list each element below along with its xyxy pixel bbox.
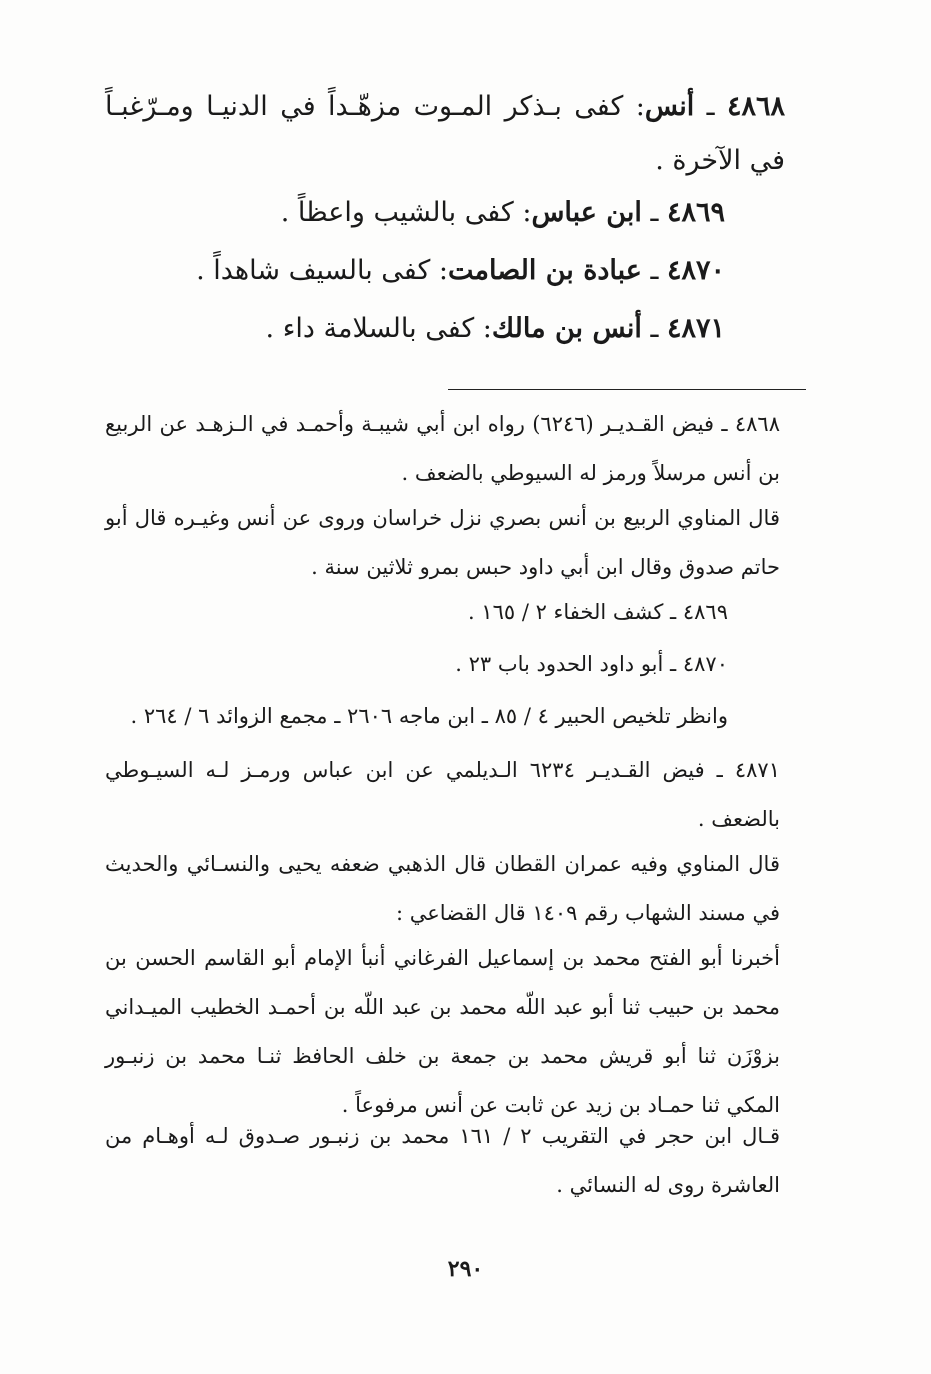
hadith-entry-4868: ٤٨٦٨ ـ أنس: كفى بـذكر المـوت مزهّـداً في الدنيـا ومـرّغبـاً في الآخرة . bbox=[105, 91, 785, 176]
hadith-entry-4871: ٤٨٧١ ـ أنس بن مالك: كفى بالسلامة داء . bbox=[265, 313, 725, 344]
page-number: ٢٩٠ bbox=[447, 1256, 484, 1282]
entry-narrator: أنس bbox=[644, 91, 695, 122]
footnote-munawi-imran: قال المناوي وفيه عمران القطان قال الذهبي ضعفه يحيى والنسـائي والحديث في مسند الشهاب رقم ١٤٠٩ قال القضاعي : bbox=[105, 852, 780, 925]
footnote-talkhis: وانظر تلخيص الحبير ٤ / ٨٥ ـ ابن ماجه ٢٦٠٦ ـ مجمع الزوائد ٦ / ٢٦٤ . bbox=[130, 704, 728, 728]
footnote-munawi-rabi: قال المناوي الربيع بن أنس بصري نزل خراسان وروى عن أنس وغيـره قال أبو حاتم صدوق وقال ابن أبي داود حبس بمرو ثلاثين سنة . bbox=[105, 506, 780, 579]
entry-narrator: عبادة بن الصامت bbox=[448, 255, 642, 286]
entry-number: ٤٨٧٠ bbox=[666, 255, 725, 286]
footnote-ibn-hajar: قـال ابن حجر في التقريب ٢ / ١٦١ محمد بن زنبـور صـدوق لـه أوهـام من العاشرة روى له النسائي . bbox=[105, 1124, 780, 1197]
hadith-entry-4870: ٤٨٧٠ ـ عبادة بن الصامت: كفى بالسيف شاهداً . bbox=[196, 255, 725, 286]
entry-text: كفى بـذكر المـوت مزهّـداً في الدنيـا ومـرّغبـاً في الآخرة . bbox=[105, 91, 785, 176]
entry-number: ٤٨٧١ bbox=[666, 313, 725, 344]
footnote-4870: ٤٨٧٠ ـ أبو داود الحدود باب ٢٣ . bbox=[455, 652, 728, 676]
hadith-entry-4869: ٤٨٦٩ ـ ابن عباس: كفى بالشيب واعظاً . bbox=[280, 197, 725, 228]
entry-number: ٤٨٦٨ bbox=[726, 91, 785, 122]
footnote-separator bbox=[448, 389, 806, 390]
entry-text: كفى بالشيب واعظاً . bbox=[280, 197, 514, 228]
footnote-4869: ٤٨٦٩ ـ كشف الخفاء ٢ / ١٦٥ . bbox=[467, 600, 728, 624]
footnote-isnad: أخبرنا أبو الفتح محمد بن إسماعيل الفرغاني أنبأ الإمام أبو القاسم الحسن بن محمد بن حبيب ثنا أبو عبد اللّه محمد بن عبد اللّه بن أحمـد الخطيب الميـداني بزوْزَن ثنا أبو قريش محمد بن جمعة بن خلف الحافظ ثنـا محمد بن زنبـور المكي ثنا حمـاد بن زيد عن ثابت عن أنس مرفوعاً . bbox=[105, 946, 780, 1117]
footnote-4868: ٤٨٦٨ ـ فيض القـديـر (٦٢٤٦) رواه ابن أبي شيبـة وأحمـد في الـزهـد عن الربيع بن أنس مرسلاً ورمز له السيوطي بالضعف . bbox=[105, 412, 780, 485]
entry-number: ٤٨٦٩ bbox=[666, 197, 725, 228]
footnote-4871: ٤٨٧١ ـ فيض القـديـر ٦٢٣٤ الـديلمي عن ابن عباس ورمـز لـه السيـوطي بالضعف . bbox=[105, 758, 780, 831]
entry-narrator: أنس بن مالك bbox=[491, 313, 642, 344]
entry-narrator: ابن عباس bbox=[531, 197, 642, 228]
entry-text: كفى بالسلامة داء . bbox=[265, 313, 475, 344]
entry-text: كفى بالسيف شاهداً . bbox=[196, 255, 431, 286]
